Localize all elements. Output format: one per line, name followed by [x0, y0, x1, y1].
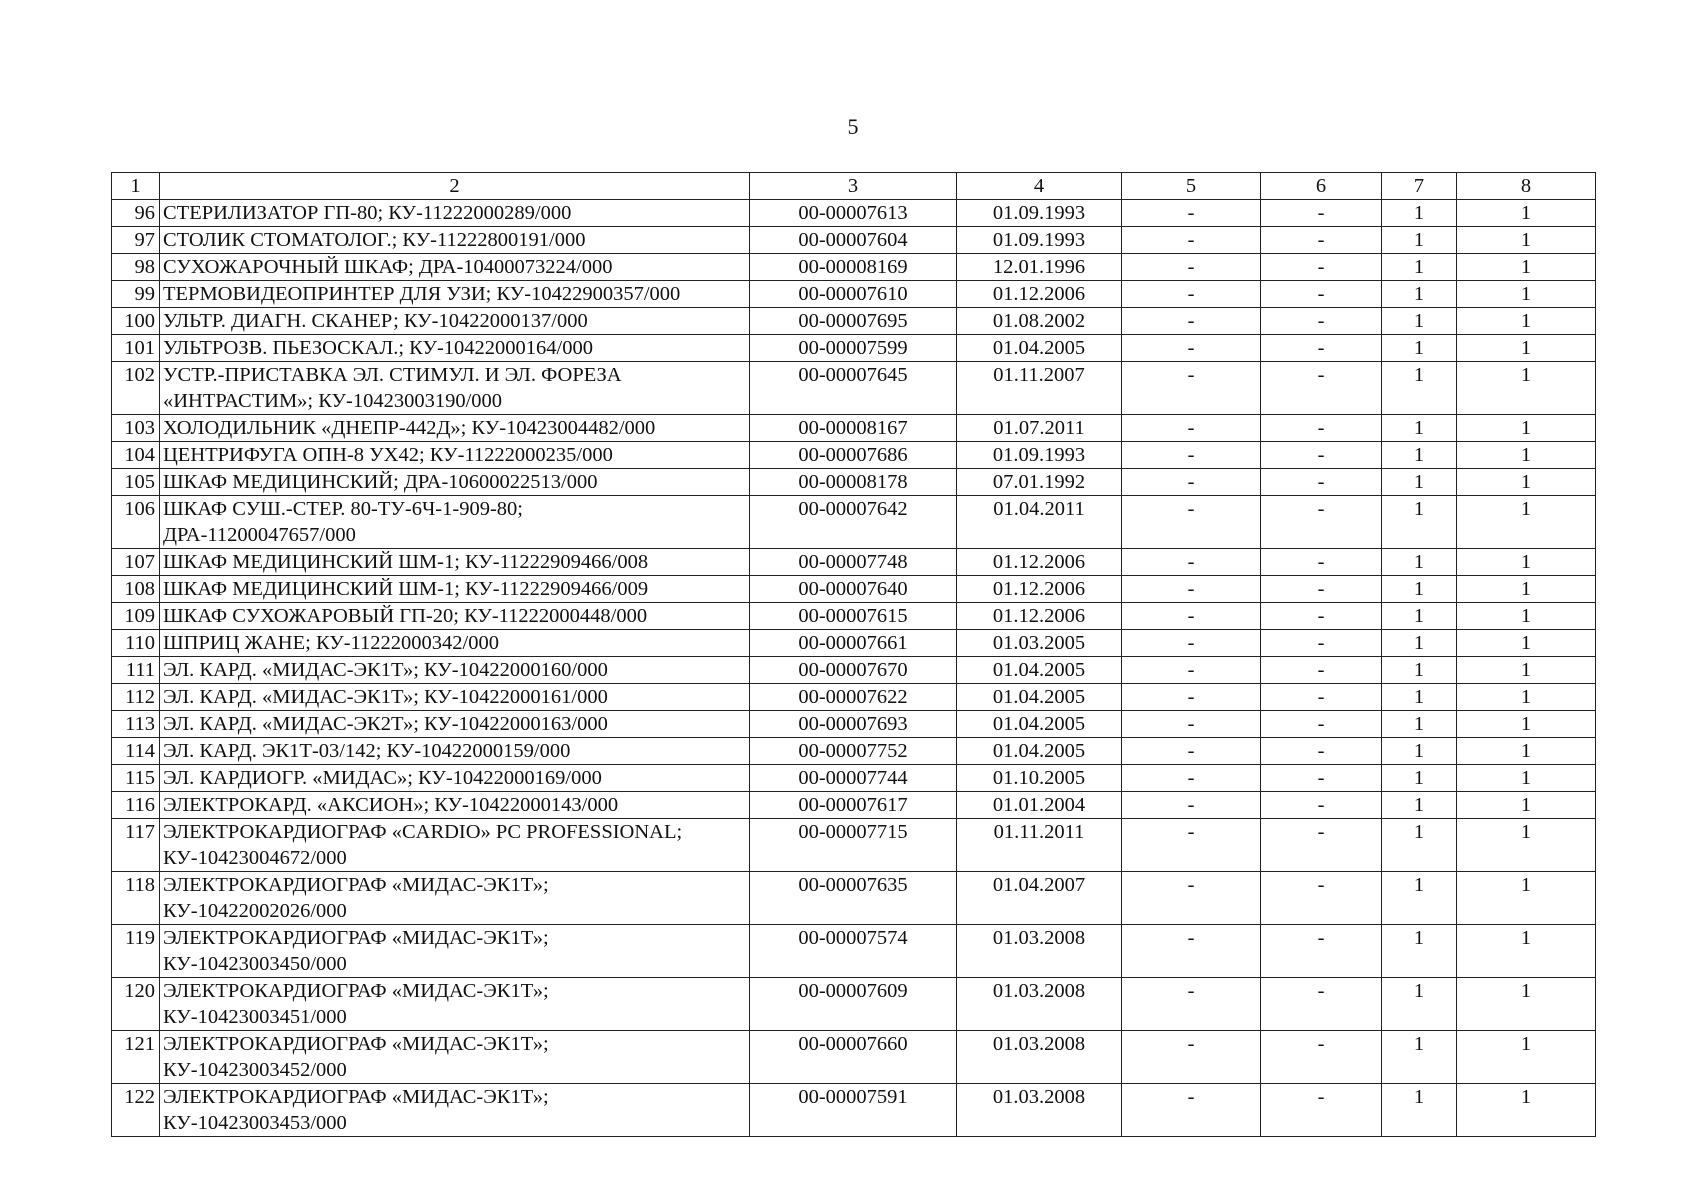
date-cell: 01.03.2008 — [957, 978, 1122, 1031]
row-number-cell: 109 — [112, 603, 160, 630]
col-8-cell: 1 — [1457, 254, 1596, 281]
item-name-cell: УСТР.-ПРИСТАВКА ЭЛ. СТИМУЛ. И ЭЛ. ФОРЕЗА «ИНТРАСТИМ»; КУ-10423003190/000 — [160, 362, 750, 415]
date-cell: 01.08.2002 — [957, 308, 1122, 335]
row-number-cell: 110 — [112, 630, 160, 657]
item-name-cell: ЭЛ. КАРДИОГР. «МИДАС»; КУ-10422000169/000 — [160, 765, 750, 792]
item-name-cell: ЭЛЕКТРОКАРДИОГРАФ «CARDIO» PC PROFESSIONAL; КУ-10423004672/000 — [160, 819, 750, 872]
row-number-cell: 115 — [112, 765, 160, 792]
item-name-cell: ШКАФ МЕДИЦИНСКИЙ ШМ-1; КУ-11222909466/008 — [160, 549, 750, 576]
table-row — [112, 657, 1596, 684]
header-col-5: 5 — [1122, 173, 1261, 200]
item-name-cell: ШКАФ СУХОЖАРОВЫЙ ГП-20; КУ-11222000448/000 — [160, 603, 750, 630]
row-number-cell: 111 — [112, 657, 160, 684]
header-col-6: 6 — [1261, 173, 1382, 200]
col-7-cell: 1 — [1382, 1031, 1457, 1084]
col-5-cell: - — [1122, 684, 1261, 711]
date-cell: 12.01.1996 — [957, 254, 1122, 281]
col-5-cell: - — [1122, 415, 1261, 442]
col-8-cell: 1 — [1457, 549, 1596, 576]
col-8-cell: 1 — [1457, 872, 1596, 925]
table-row — [112, 765, 1596, 792]
date-cell: 01.03.2008 — [957, 1084, 1122, 1137]
row-number-cell: 114 — [112, 738, 160, 765]
col-7-cell: 1 — [1382, 576, 1457, 603]
col-5-cell: - — [1122, 308, 1261, 335]
col-8-cell: 1 — [1457, 415, 1596, 442]
row-number-cell: 116 — [112, 792, 160, 819]
row-number-cell: 100 — [112, 308, 160, 335]
col-8-cell: 1 — [1457, 200, 1596, 227]
col-8-cell: 1 — [1457, 1084, 1596, 1137]
col-7-cell: 1 — [1382, 925, 1457, 978]
col-5-cell: - — [1122, 1084, 1261, 1137]
row-number-cell: 99 — [112, 281, 160, 308]
table-row — [112, 335, 1596, 362]
col-5-cell: - — [1122, 335, 1261, 362]
date-cell: 01.12.2006 — [957, 603, 1122, 630]
col-7-cell: 1 — [1382, 630, 1457, 657]
col-8-cell: 1 — [1457, 576, 1596, 603]
row-number-cell: 117 — [112, 819, 160, 872]
col-7-cell: 1 — [1382, 711, 1457, 738]
inventory-code-cell: 00-00007610 — [750, 281, 957, 308]
table-row — [112, 308, 1596, 335]
inventory-code-cell: 00-00007744 — [750, 765, 957, 792]
col-6-cell: - — [1261, 335, 1382, 362]
inventory-code-cell: 00-00007617 — [750, 792, 957, 819]
item-name-cell: ХОЛОДИЛЬНИК «ДНЕПР-442Д»; КУ-10423004482/000 — [160, 415, 750, 442]
inventory-code-cell: 00-00007635 — [750, 872, 957, 925]
col-8-cell: 1 — [1457, 630, 1596, 657]
table-row — [112, 415, 1596, 442]
date-cell: 07.01.1992 — [957, 469, 1122, 496]
item-name-cell: ЭЛ. КАРД. «МИДАС-ЭК1Т»; КУ-10422000161/000 — [160, 684, 750, 711]
inventory-code-cell: 00-00007613 — [750, 200, 957, 227]
inventory-code-cell: 00-00007599 — [750, 335, 957, 362]
row-number-cell: 96 — [112, 200, 160, 227]
inventory-code-cell: 00-00007686 — [750, 442, 957, 469]
row-number-cell: 102 — [112, 362, 160, 415]
col-8-cell: 1 — [1457, 281, 1596, 308]
inventory-code-cell: 00-00007670 — [750, 657, 957, 684]
inventory-code-cell: 00-00007661 — [750, 630, 957, 657]
date-cell: 01.07.2011 — [957, 415, 1122, 442]
col-7-cell: 1 — [1382, 872, 1457, 925]
inventory-code-cell: 00-00008169 — [750, 254, 957, 281]
col-7-cell: 1 — [1382, 657, 1457, 684]
inventory-code-cell: 00-00007642 — [750, 496, 957, 549]
col-8-cell: 1 — [1457, 469, 1596, 496]
col-7-cell: 1 — [1382, 415, 1457, 442]
col-6-cell: - — [1261, 415, 1382, 442]
col-6-cell: - — [1261, 925, 1382, 978]
col-5-cell: - — [1122, 765, 1261, 792]
col-8-cell: 1 — [1457, 978, 1596, 1031]
inventory-code-cell: 00-00007604 — [750, 227, 957, 254]
col-7-cell: 1 — [1382, 792, 1457, 819]
date-cell: 01.12.2006 — [957, 549, 1122, 576]
date-cell: 01.09.1993 — [957, 227, 1122, 254]
item-name-cell: ЦЕНТРИФУГА ОПН-8 УХ42; КУ-11222000235/000 — [160, 442, 750, 469]
col-6-cell: - — [1261, 603, 1382, 630]
col-5-cell: - — [1122, 442, 1261, 469]
table-header — [112, 173, 1596, 200]
date-cell: 01.03.2008 — [957, 1031, 1122, 1084]
col-5-cell: - — [1122, 630, 1261, 657]
inventory-code-cell: 00-00008178 — [750, 469, 957, 496]
col-5-cell: - — [1122, 657, 1261, 684]
item-name-cell: ТЕРМОВИДЕОПРИНТЕР ДЛЯ УЗИ; КУ-10422900357/000 — [160, 281, 750, 308]
table-row — [112, 576, 1596, 603]
row-number-cell: 113 — [112, 711, 160, 738]
col-7-cell: 1 — [1382, 281, 1457, 308]
table-row — [112, 738, 1596, 765]
table-row — [112, 469, 1596, 496]
col-5-cell: - — [1122, 227, 1261, 254]
date-cell: 01.04.2005 — [957, 711, 1122, 738]
inventory-table — [111, 172, 1596, 1137]
col-7-cell: 1 — [1382, 442, 1457, 469]
col-6-cell: - — [1261, 684, 1382, 711]
row-number-cell: 112 — [112, 684, 160, 711]
page-number: 5 — [847, 114, 859, 139]
item-name-cell: УЛЬТРОЗВ. ПЬЕЗОСКАЛ.; КУ-10422000164/000 — [160, 335, 750, 362]
header-col-7: 7 — [1382, 173, 1457, 200]
row-number-cell: 104 — [112, 442, 160, 469]
item-name-cell: ЭЛЕКТРОКАРДИОГРАФ «МИДАС-ЭК1Т»; КУ-10422002026/000 — [160, 872, 750, 925]
col-8-cell: 1 — [1457, 711, 1596, 738]
row-number-cell: 119 — [112, 925, 160, 978]
row-number-cell: 106 — [112, 496, 160, 549]
date-cell: 01.09.1993 — [957, 200, 1122, 227]
table-row — [112, 1031, 1596, 1084]
inventory-code-cell: 00-00007752 — [750, 738, 957, 765]
col-6-cell: - — [1261, 442, 1382, 469]
col-5-cell: - — [1122, 738, 1261, 765]
col-7-cell: 1 — [1382, 1084, 1457, 1137]
inventory-code-cell: 00-00007640 — [750, 576, 957, 603]
row-number-cell: 97 — [112, 227, 160, 254]
col-5-cell: - — [1122, 362, 1261, 415]
table-row — [112, 496, 1596, 549]
table-row — [112, 200, 1596, 227]
col-5-cell: - — [1122, 872, 1261, 925]
table-row — [112, 630, 1596, 657]
col-5-cell: - — [1122, 1031, 1261, 1084]
item-name-cell: ЭЛЕКТРОКАРД. «АКСИОН»; КУ-10422000143/000 — [160, 792, 750, 819]
col-8-cell: 1 — [1457, 925, 1596, 978]
date-cell: 01.04.2011 — [957, 496, 1122, 549]
date-cell: 01.01.2004 — [957, 792, 1122, 819]
col-6-cell: - — [1261, 308, 1382, 335]
row-number-cell: 108 — [112, 576, 160, 603]
item-name-cell: ЭЛЕКТРОКАРДИОГРАФ «МИДАС-ЭК1Т»; КУ-10423003450/000 — [160, 925, 750, 978]
date-cell: 01.04.2005 — [957, 657, 1122, 684]
inventory-code-cell: 00-00007748 — [750, 549, 957, 576]
row-number-cell: 105 — [112, 469, 160, 496]
col-6-cell: - — [1261, 872, 1382, 925]
col-6-cell: - — [1261, 227, 1382, 254]
row-number-cell: 103 — [112, 415, 160, 442]
col-7-cell: 1 — [1382, 227, 1457, 254]
col-8-cell: 1 — [1457, 684, 1596, 711]
table-row — [112, 254, 1596, 281]
col-8-cell: 1 — [1457, 362, 1596, 415]
date-cell: 01.11.2011 — [957, 819, 1122, 872]
col-8-cell: 1 — [1457, 738, 1596, 765]
col-7-cell: 1 — [1382, 978, 1457, 1031]
col-5-cell: - — [1122, 576, 1261, 603]
col-7-cell: 1 — [1382, 738, 1457, 765]
col-7-cell: 1 — [1382, 496, 1457, 549]
col-6-cell: - — [1261, 496, 1382, 549]
col-7-cell: 1 — [1382, 362, 1457, 415]
date-cell: 01.11.2007 — [957, 362, 1122, 415]
col-7-cell: 1 — [1382, 200, 1457, 227]
table-body — [112, 200, 1596, 1137]
col-8-cell: 1 — [1457, 603, 1596, 630]
col-6-cell: - — [1261, 792, 1382, 819]
inventory-code-cell: 00-00007591 — [750, 1084, 957, 1137]
item-name-cell: ЭЛ. КАРД. «МИДАС-ЭК2Т»; КУ-10422000163/000 — [160, 711, 750, 738]
col-7-cell: 1 — [1382, 765, 1457, 792]
item-name-cell: ШПРИЦ ЖАНЕ; КУ-11222000342/000 — [160, 630, 750, 657]
row-number-cell: 121 — [112, 1031, 160, 1084]
item-name-cell: СТОЛИК СТОМАТОЛОГ.; КУ-11222800191/000 — [160, 227, 750, 254]
header-col-4: 4 — [957, 173, 1122, 200]
date-cell: 01.09.1993 — [957, 442, 1122, 469]
col-8-cell: 1 — [1457, 1031, 1596, 1084]
table-row — [112, 281, 1596, 308]
inventory-code-cell: 00-00007609 — [750, 978, 957, 1031]
date-cell: 01.04.2005 — [957, 738, 1122, 765]
col-5-cell: - — [1122, 925, 1261, 978]
col-5-cell: - — [1122, 469, 1261, 496]
col-5-cell: - — [1122, 603, 1261, 630]
table-row — [112, 1084, 1596, 1137]
header-row — [112, 173, 1596, 200]
inventory-code-cell: 00-00007695 — [750, 308, 957, 335]
date-cell: 01.04.2007 — [957, 872, 1122, 925]
date-cell: 01.03.2008 — [957, 925, 1122, 978]
header-col-2: 2 — [160, 173, 750, 200]
date-cell: 01.10.2005 — [957, 765, 1122, 792]
table-row — [112, 819, 1596, 872]
item-name-cell: ЭЛЕКТРОКАРДИОГРАФ «МИДАС-ЭК1Т»; КУ-10423003452/000 — [160, 1031, 750, 1084]
col-6-cell: - — [1261, 711, 1382, 738]
col-7-cell: 1 — [1382, 684, 1457, 711]
row-number-cell: 120 — [112, 978, 160, 1031]
col-6-cell: - — [1261, 362, 1382, 415]
col-7-cell: 1 — [1382, 335, 1457, 362]
col-5-cell: - — [1122, 819, 1261, 872]
col-5-cell: - — [1122, 200, 1261, 227]
date-cell: 01.04.2005 — [957, 684, 1122, 711]
item-name-cell: ШКАФ СУШ.-СТЕР. 80-ТУ-6Ч-1-909-80; ДРА-11200047657/000 — [160, 496, 750, 549]
row-number-cell: 122 — [112, 1084, 160, 1137]
col-6-cell: - — [1261, 549, 1382, 576]
col-6-cell: - — [1261, 1084, 1382, 1137]
col-8-cell: 1 — [1457, 308, 1596, 335]
col-5-cell: - — [1122, 549, 1261, 576]
col-6-cell: - — [1261, 978, 1382, 1031]
item-name-cell: СУХОЖАРОЧНЫЙ ШКАФ; ДРА-10400073224/000 — [160, 254, 750, 281]
table-row — [112, 684, 1596, 711]
inventory-code-cell: 00-00007660 — [750, 1031, 957, 1084]
col-7-cell: 1 — [1382, 469, 1457, 496]
col-8-cell: 1 — [1457, 765, 1596, 792]
inventory-code-cell: 00-00008167 — [750, 415, 957, 442]
row-number-cell: 118 — [112, 872, 160, 925]
col-7-cell: 1 — [1382, 819, 1457, 872]
header-col-1: 1 — [112, 173, 160, 200]
table-row — [112, 711, 1596, 738]
col-6-cell: - — [1261, 469, 1382, 496]
item-name-cell: ЭЛЕКТРОКАРДИОГРАФ «МИДАС-ЭК1Т»; КУ-10423003453/000 — [160, 1084, 750, 1137]
inventory-code-cell: 00-00007615 — [750, 603, 957, 630]
col-5-cell: - — [1122, 496, 1261, 549]
row-number-cell: 107 — [112, 549, 160, 576]
col-6-cell: - — [1261, 738, 1382, 765]
item-name-cell: ЭЛ. КАРД. ЭК1Т-03/142; КУ-10422000159/000 — [160, 738, 750, 765]
col-8-cell: 1 — [1457, 496, 1596, 549]
col-6-cell: - — [1261, 765, 1382, 792]
item-name-cell: ШКАФ МЕДИЦИНСКИЙ; ДРА-10600022513/000 — [160, 469, 750, 496]
date-cell: 01.12.2006 — [957, 281, 1122, 308]
col-8-cell: 1 — [1457, 657, 1596, 684]
table-row — [112, 362, 1596, 415]
col-8-cell: 1 — [1457, 819, 1596, 872]
col-8-cell: 1 — [1457, 227, 1596, 254]
inventory-code-cell: 00-00007715 — [750, 819, 957, 872]
table-row — [112, 978, 1596, 1031]
table-row — [112, 792, 1596, 819]
table-row — [112, 925, 1596, 978]
header-col-8: 8 — [1457, 173, 1596, 200]
col-5-cell: - — [1122, 978, 1261, 1031]
table-row — [112, 227, 1596, 254]
row-number-cell: 101 — [112, 335, 160, 362]
col-6-cell: - — [1261, 630, 1382, 657]
col-7-cell: 1 — [1382, 603, 1457, 630]
col-6-cell: - — [1261, 254, 1382, 281]
table-row — [112, 442, 1596, 469]
col-6-cell: - — [1261, 819, 1382, 872]
col-7-cell: 1 — [1382, 549, 1457, 576]
date-cell: 01.12.2006 — [957, 576, 1122, 603]
col-5-cell: - — [1122, 281, 1261, 308]
col-8-cell: 1 — [1457, 335, 1596, 362]
date-cell: 01.03.2005 — [957, 630, 1122, 657]
row-number-cell: 98 — [112, 254, 160, 281]
col-6-cell: - — [1261, 281, 1382, 308]
item-name-cell: ЭЛ. КАРД. «МИДАС-ЭК1Т»; КУ-10422000160/000 — [160, 657, 750, 684]
item-name-cell: УЛЬТР. ДИАГН. СКАНЕР; КУ-10422000137/000 — [160, 308, 750, 335]
inventory-code-cell: 00-00007574 — [750, 925, 957, 978]
table-row — [112, 549, 1596, 576]
col-5-cell: - — [1122, 711, 1261, 738]
col-8-cell: 1 — [1457, 442, 1596, 469]
col-7-cell: 1 — [1382, 254, 1457, 281]
table-row — [112, 603, 1596, 630]
table-row — [112, 872, 1596, 925]
col-6-cell: - — [1261, 200, 1382, 227]
col-8-cell: 1 — [1457, 792, 1596, 819]
col-7-cell: 1 — [1382, 308, 1457, 335]
inventory-code-cell: 00-00007693 — [750, 711, 957, 738]
item-name-cell: ЭЛЕКТРОКАРДИОГРАФ «МИДАС-ЭК1Т»; КУ-10423003451/000 — [160, 978, 750, 1031]
col-5-cell: - — [1122, 792, 1261, 819]
header-col-3: 3 — [750, 173, 957, 200]
inventory-code-cell: 00-00007622 — [750, 684, 957, 711]
col-6-cell: - — [1261, 576, 1382, 603]
col-6-cell: - — [1261, 1031, 1382, 1084]
col-6-cell: - — [1261, 657, 1382, 684]
inventory-code-cell: 00-00007645 — [750, 362, 957, 415]
item-name-cell: ШКАФ МЕДИЦИНСКИЙ ШМ-1; КУ-11222909466/009 — [160, 576, 750, 603]
item-name-cell: СТЕРИЛИЗАТОР ГП-80; КУ-11222000289/000 — [160, 200, 750, 227]
date-cell: 01.04.2005 — [957, 335, 1122, 362]
col-5-cell: - — [1122, 254, 1261, 281]
